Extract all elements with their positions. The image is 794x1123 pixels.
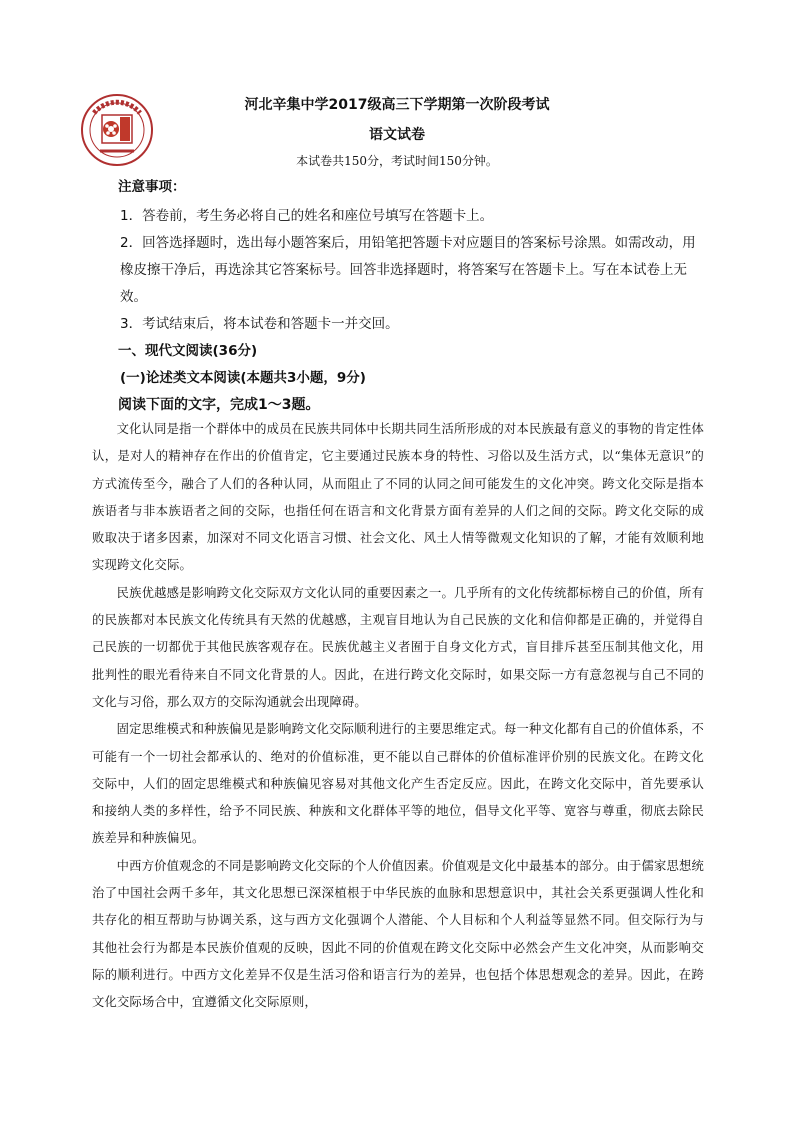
passage-paragraph: 民族优越感是影响跨文化交际双方文化认同的重要因素之一。几乎所有的文化传统都标榜自己的价值，所有的民族都对本民族文化传统具有天然的优越感，主观盲目地认为自己民族的文化和信仰都是正确的，并觉得自己民族的一切都优于其他民族客观存在。民族优越主义者囿于自身文化方式，盲目排斥甚至压制其他文化，用批判性的眼光看待来自不同文化背景的人。因此，在进行跨文化交际时，如果交际一方有意忽视与自己不同的文化与习俗，那么双方的交际沟通就会出现障碍。 <box>92 585 704 709</box>
exam-header <box>0 94 794 144</box>
reading-instruction: 阅读下面的文字，完成1～3题。 <box>118 397 320 413</box>
sub-section-heading: (一)论述类文本阅读(本题共3小题，9分) <box>120 370 366 386</box>
passage-paragraph: 固定思维模式和种族偏见是影响跨文化交际顺利进行的主要思维定式。每一种文化都有自己的价值体系，不可能有一个一切社会都承认的、绝对的价值标准，更不能以自己群体的价值标准评价别的民族文化。在跨文化交际中，人们的固定思维模式和种族偏见容易对其他文化产生否定反应。因此，在跨文化交际中，首先要承认和接纳人类的多样性，给予不同民族、种族和文化群体平等的地位，倡导文化平等、宽容与尊重，彻底去除民族差异和种族偏见。 <box>92 722 704 846</box>
notice-item: 1．答卷前，考生务必将自己的姓名和座位号填写在答题卡上。 <box>120 208 494 224</box>
notice-section <box>118 176 702 419</box>
reading-passage <box>92 416 704 1017</box>
exam-info: 本试卷共150分，考试时间150分钟。 <box>296 154 498 168</box>
notice-heading: 注意事项： <box>118 179 186 195</box>
notice-item: 2．回答选择题时，选出每小题答案后，用铅笔把答题卡对应题目的答案标号涂黑。如需改动，用橡皮擦干净后，再选涂其它答案标号。回答非选择题时，将答案写在答题卡上。写在本试卷上无效。 <box>120 235 696 305</box>
section-heading: 一、现代文阅读(36分) <box>118 343 258 359</box>
exam-subject: 语文试卷 <box>369 127 425 143</box>
passage-paragraph: 中西方价值观念的不同是影响跨文化交际的个人价值因素。价值观是文化中最基本的部分。由于儒家思想统治了中国社会两千多年，其文化思想已深深植根于中华民族的血脉和思想意识中，其社会关系更强调人性化和共存化的相互帮助与协调关系，这与西方文化强调个人潜能、个人目标和个人利益等显然不同。但交际行为与其他社会行为都是本民族价值观的反映，因此不同的价值观在跨文化交际中必然会产生文化冲突，从而影响交际的顺利进行。中西方文化差异不仅是生活习俗和语言行为的差异，也包括个体思想观念的差异。因此，在跨文化交际场合中，宜遵循文化交际原则， <box>92 858 704 1010</box>
notice-item: 3．考试结束后，将本试卷和答题卡一并交回。 <box>120 316 399 332</box>
passage-paragraph: 文化认同是指一个群体中的成员在民族共同体中长期共同生活所形成的对本民族最有意义的事物的肯定性体认，是对人的精神存在作出的价值肯定，它主要通过民族本身的特性、习俗以及生活方式，以“集体无意识”的方式流传至今，融合了人们的各种认同，从而阻止了不同的认同之间可能发生的文化冲突。跨文化交际是指本族语者与非本族语者之间的交际，也指任何在语言和文化背景方面有差异的人们之间的交际。跨文化交际的成败取决于诸多因素，加深对不同文化语言习惯、社会文化、风土人情等微观文化知识的了解，才能有效顺利地实现跨文化交际。 <box>92 422 704 573</box>
exam-title: 河北辛集中学2017级高三下学期第一次阶段考试 <box>244 97 550 113</box>
